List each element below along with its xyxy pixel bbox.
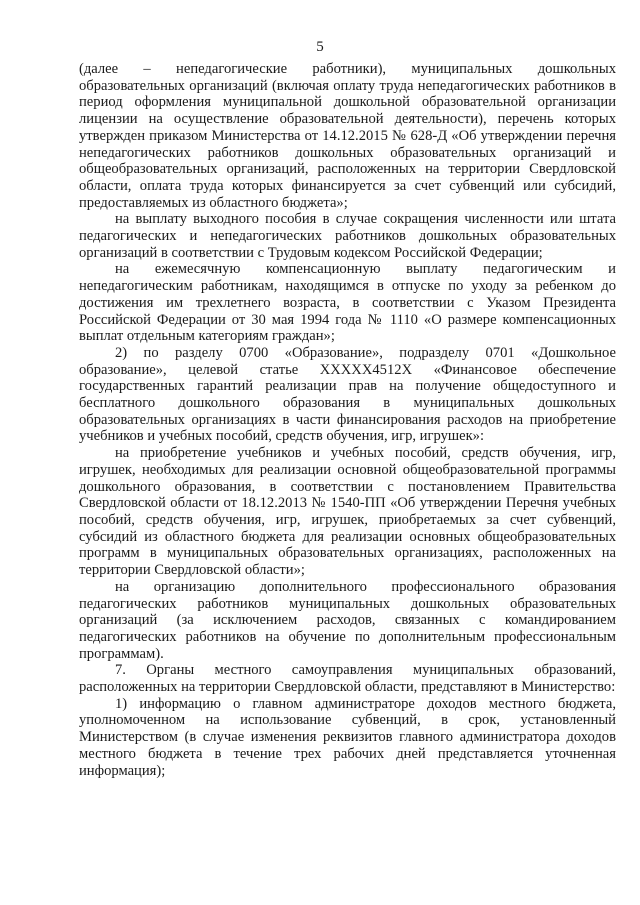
paragraph-training: на организацию дополнительного профессионального образования педагогических работников муниципальных дошкольных образовательных организаций (за исключением расходов, связанных с командированием педагогических работников на обучение по дополнительным профессиональным программам).	[79, 578, 616, 662]
paragraph-section-2: 2) по разделу 0700 «Образование», подразделу 0701 «Дошкольное образование», целевой статье XXXXX4512X «Финансовое обеспечение государственных гарантий реализации прав на получение общедоступного и бесплатного дошкольного образования в муниципальных дошкольных образовательных организациях в части финансирования расходов на приобретение учебников и учебных пособий, средств обучения, игр, игрушек»:	[79, 344, 616, 445]
paragraph-severance-pay: на выплату выходного пособия в случае сокращения численности или штата педагогических и непедагогических работников дошкольных образовательных организаций в соответствии с Трудовым кодексом Российской Федерации;	[79, 211, 616, 261]
paragraph-item-7-1: 1) информацию о главном администраторе доходов местного бюджета, уполномоченном на использование субвенций, в срок, установленный Министерством (в случае изменения реквизитов главного администратора доходов местного бюджета в течение трех рабочих дней представляется уточненная информация);	[79, 695, 616, 779]
page-number: 5	[316, 39, 324, 55]
paragraph-item-7: 7. Органы местного самоуправления муниципальных образований, расположенных на территории Свердловской области, представляют в Министерство:	[79, 662, 616, 696]
paragraph-textbooks: на приобретение учебников и учебных пособий, средств обучения, игр, игрушек, необходимых для реализации основной общеобразовательной программы дошкольного образования, в соответствии с постановлением Правительства Свердловской области от 18.12.2013 № 1540-ПП «Об утверждении Перечня учебных пособий, средств обучения, игр, игрушек, приобретаемых за счет субвенций, субсидий из областного бюджета для реализации основных общеобразовательных программ в муниципальных образовательных организациях, расположенных на территории Свердловской области»;	[79, 445, 616, 579]
document-body	[79, 61, 616, 779]
paragraph-compensation: на ежемесячную компенсационную выплату педагогическим и непедагогическим работникам, находящимся в отпуске по уходу за ребенком до достижения им трехлетнего возраста, в соответствии с Указом Президента Российской Федерации от 30 мая 1994 года № 1110 «О размере компенсационных выплат отдельным категориям граждан»;	[79, 261, 616, 345]
paragraph-continuation: (далее – непедагогические работники), муниципальных дошкольных образовательных организаций (включая оплату труда непедагогических работников в период оформления муниципальной дошкольной образовательной организации лицензии на осуществление образовательной деятельности), перечень которых утвержден приказом Министерства от 14.12.2015 № 628-Д «Об утверждении перечня непедагогических работников дошкольных образовательных организаций и общеобразовательных организаций, расположенных на территории Свердловской области, оплата труда которых финансируется за счет субвенций или субсидий, предоставляемых из областного бюджета»;	[79, 61, 616, 211]
